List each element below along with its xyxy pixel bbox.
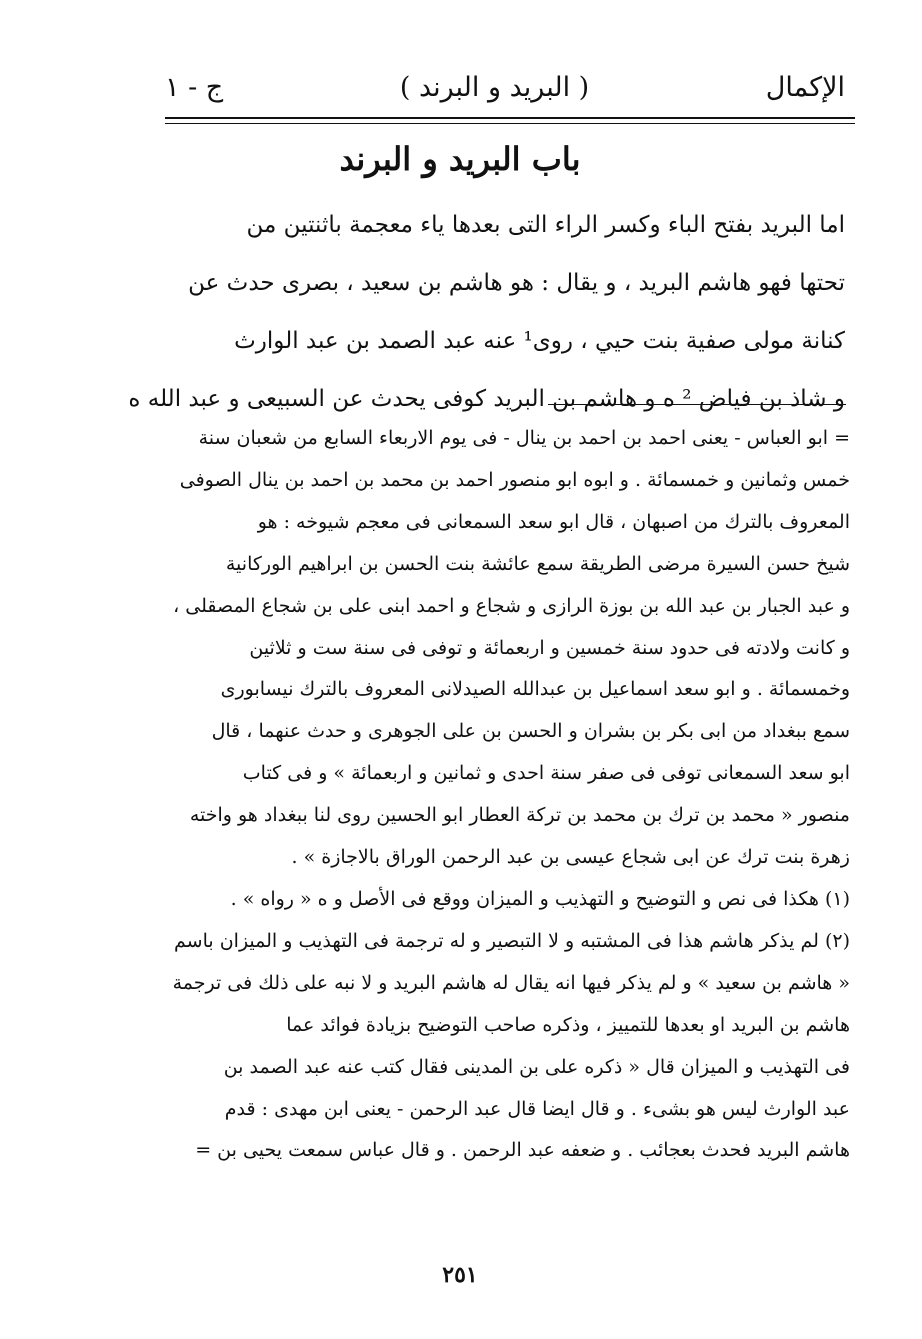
footnote-line: (٢) لم يذكر هاشم هذا فى المشتبه و لا التبصير و له ترجمة فى التهذيب و الميزان باسم [174, 929, 850, 952]
footnote-line: فى التهذيب و الميزان قال « ذكره على بن المدينى فقال كتب عنه عبد الصمد بن [223, 1055, 850, 1078]
footnote-separator [548, 404, 846, 405]
page-number: ٢٥١ [442, 1262, 478, 1288]
volume-number: ج - ١ [165, 71, 224, 103]
main-text-line: اما البريد بفتح الباء وكسر الراء التى بعدها ياء معجمة باثنتين من [246, 212, 845, 238]
footnote-line: ابو سعد السمعانى توفى فى صفر سنة احدى و ثمانين و اربعمائة » و فى كتاب [242, 762, 850, 785]
footnote-line: شيخ حسن السيرة مرضى الطريقة سمع عائشة بنت الحسن بن ابراهيم الوركانية [225, 552, 850, 575]
main-text-line: تحتها فهو هاشم البريد ، و يقال : هو هاشم بن سعيد ، بصرى حدث عن [188, 270, 845, 296]
main-text-line: و شاذ بن فياض ² ه و هاشم بن البريد كوفى يحدث عن السبيعى و عبد الله ه [128, 386, 845, 412]
footnote-line: زهرة بنت ترك عن ابى شجاع عيسى بن عبد الرحمن الوراق بالاجازة » . [291, 846, 850, 869]
footnote-line: (١) هكذا فى نص و التوضيح و التهذيب و الميزان ووقع فى الأصل و ه « رواه » . [230, 887, 850, 910]
section-title: ( البريد و البرند ) [399, 71, 590, 103]
header-rule-thin [165, 123, 855, 124]
main-text [128, 196, 845, 428]
header-rule [165, 117, 855, 119]
footnote-line: و كانت ولادته فى حدود سنة خمسين و اربعمائة و توفى فى سنة ست و ثلاثين [249, 636, 850, 659]
running-header [165, 62, 845, 112]
footnote-line: وخمسمائة . و ابو سعد اسماعيل بن عبدالله الصيدلانى المعروف بالترك نيسابورى [220, 678, 850, 701]
main-text-line: كنانة مولى صفية بنت حيي ، روى¹ عنه عبد الصمد بن عبد الوارث [234, 328, 845, 354]
footnote-line: هاشم البريد فحدث بعجائب . و ضعفه عبد الرحمن . و قال عباس سمعت يحيى بن = [195, 1139, 850, 1162]
footnote-line: « هاشم بن سعيد » و لم يذكر فيها انه يقال له هاشم البريد و لا نبه على ذلك فى ترجمة [172, 971, 850, 994]
footnote-line: و عبد الجبار بن عبد الله بن بوزة الرازى و شجاع و احمد ابنى على بن شجاع المصقلى ، [173, 594, 850, 617]
footnotes [165, 418, 850, 1172]
footnote-line: المعروف بالترك من اصبهان ، قال ابو سعد السمعانى فى معجم شيوخه : هو [257, 510, 850, 533]
footnote-line: عبد الوارث ليس هو بشىء . و قال ايضا قال عبد الرحمن - يعنى ابن مهدى : قدم [224, 1097, 850, 1120]
footnote-line: سمع ببغداد من ابى بكر بن بشران و الحسن بن على الجوهرى و حدث عنهما ، قال [211, 720, 850, 743]
footnote-line: منصور « محمد بن ترك بن محمد بن تركة العطار ابو الحسين روى لنا ببغداد هو واخته [189, 804, 850, 827]
book-title: الإكمال [765, 71, 845, 103]
footnote-line: خمس وثمانين و خمسمائة . و ابوه ابو منصور احمد بن محمد بن احمد بن ينال الصوفى [179, 468, 850, 491]
footnote-line: هاشم بن البريد او بعدها للتمييز ، وذكره صاحب التوضيح بزيادة فوائد عما [286, 1013, 850, 1036]
footnote-line: = ابو العباس - يعنى احمد بن احمد بن ينال - فى يوم الاربعاء السابع من شعبان سنة [198, 427, 850, 449]
chapter-title: باب البريد و البرند [339, 140, 581, 178]
